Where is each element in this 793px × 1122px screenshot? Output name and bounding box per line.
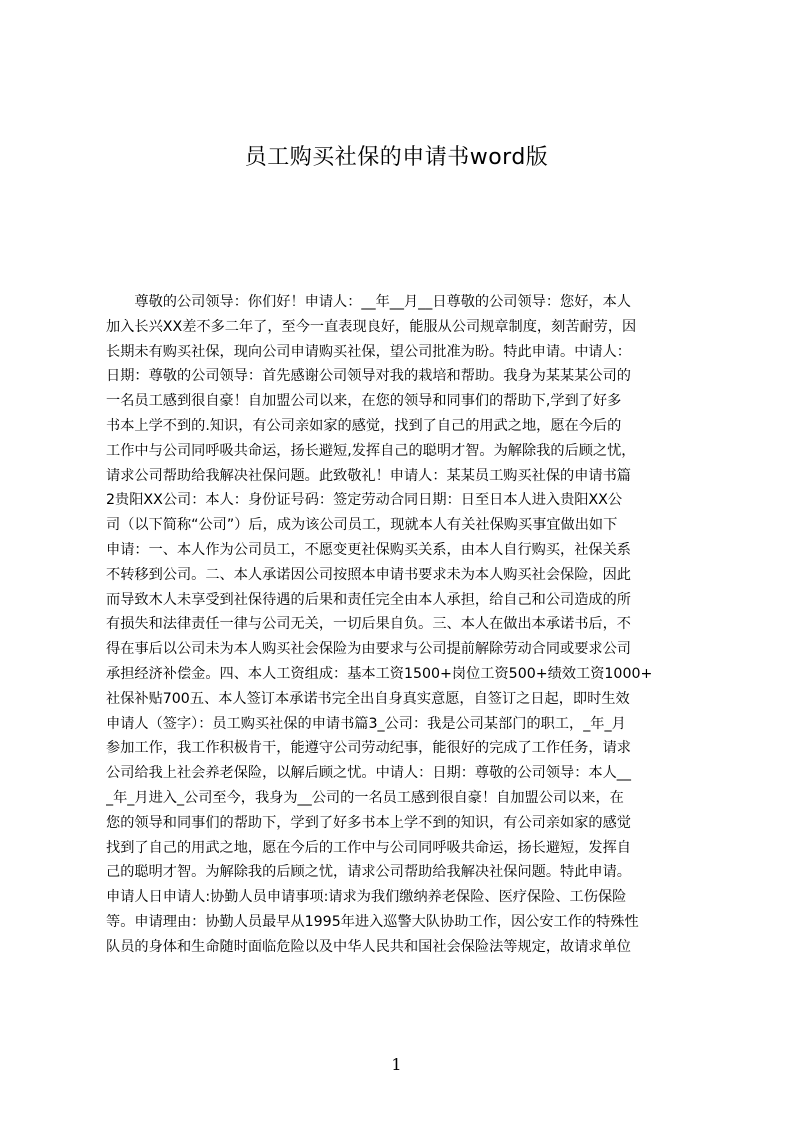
page-number: 1 <box>391 1055 402 1074</box>
body-line: 工作中与公司同呼吸共命运，扬长避短,发挥自己的聪明才智。为解除我的后顾之忧， <box>106 442 636 459</box>
body-line: 2贵阳XX公司：本人：身份证号码：签定劳动合同日期：日至日本人进入贵阳XX公 <box>106 492 623 509</box>
body-line: 书本上学不到的.知识，有公司亲如家的感觉，找到了自己的用武之地，愿在今后的 <box>106 417 622 434</box>
body-line: 申请：一、本人作为公司员工，不愿变更社保购买关系，由本人自行购买，社保关系 <box>106 541 631 558</box>
body-line: 公司给我上社会养老保险，以解后顾之忧。中请人：日期：尊敬的公司领导：本人__ <box>106 765 631 782</box>
body-line: 您的领导和同事们的帮助下，学到了好多书本上学不到的知识，有公司亲如家的感觉 <box>106 814 631 831</box>
body-line: 司（以下简称“公司”）后，成为该公司员工，现就本人有关社保购买事宜做出如下 <box>106 517 618 534</box>
body-line: 一名员工感到很自豪！自加盟公司以来，在您的领导和同事们的帮助下,学到了好多 <box>106 393 622 410</box>
body-line: 长期未有购买社保，现向公司申请购买社保，望公司批准为盼。特此申请。中请人： <box>106 343 631 360</box>
document-body <box>106 290 698 990</box>
body-line: 请求公司帮助给我解决社保问题。此致敬礼！申请人：某某员工购买社保的申请书篇 <box>106 467 631 484</box>
body-line: 己的聪明才智。为解除我的后顾之忧，请求公司帮助给我解决社保问题。特此申请。 <box>106 864 631 881</box>
body-line: 有损失和法律责任一律与公司无关，一切后果自负。三、本人在做出本承诺书后，不 <box>106 616 631 633</box>
body-line: 尊敬的公司领导：你们好！申请人：__年__月__日尊敬的公司领导：您好，本人 <box>106 294 631 310</box>
body-line: 得在事后以公司未为本人购买社会保险为由要求与公司提前解除劳动合同或要求公司 <box>106 641 631 658</box>
body-line: 参加工作，我工作积极肯干，能遵守公司劳动纪事，能很好的完成了工作任务，请求 <box>106 740 631 757</box>
body-line: 等。申请理由：协勤人员最早从1995年进入巡警大队协助工作，因公安工作的特殊性 <box>106 913 639 930</box>
document-title: 员工购买社保的申请书word版 <box>244 145 549 170</box>
body-line: 加入长兴XX差不多二年了，至今一直表现良好，能服从公司规章制度，刻苦耐劳，因 <box>106 318 637 335</box>
body-line: 找到了自己的用武之地，愿在今后的工作中与公司同呼吸共命运，扬长避短，发挥自 <box>106 839 631 856</box>
body-line: 不转移到公司。二、本人承诺因公司按照本申请书要求未为本人购买社会保险，因此 <box>106 566 631 583</box>
body-line: 申请人（签字）：员工购买社保的申请书篇3_公司：我是公司某部门的职工，_年_月 <box>106 715 626 732</box>
body-line: 队员的身体和生命随时面临危险以及中华人民共和国社会保险法等规定，故请求单位 <box>106 938 631 955</box>
body-line: 社保补贴700五、本人签订本承诺书完全出自身真实意愿，自签订之日起，即时生效 <box>106 690 630 707</box>
body-line: 承担经济补偿金。四、本人工资组成：基本工资1500+岗位工资500+绩效工资1000+ <box>106 665 653 682</box>
body-line: 日期：尊敬的公司领导：首先感谢公司领导对我的栽培和帮助。我身为某某某公司的 <box>106 368 631 385</box>
body-line: _年_月进入_公司至今，我身为__公司的一名员工感到很自豪！自加盟公司以来，在 <box>106 789 624 806</box>
body-line: 而导致木人未享受到社保待遇的后果和责任完全由本人承担，给自己和公司造成的所 <box>106 591 631 608</box>
body-line: 申请人日申请人:协勤人员申请事项:请求为我们缴纳养老保险、医疗保险、工伤保险 <box>106 889 627 906</box>
